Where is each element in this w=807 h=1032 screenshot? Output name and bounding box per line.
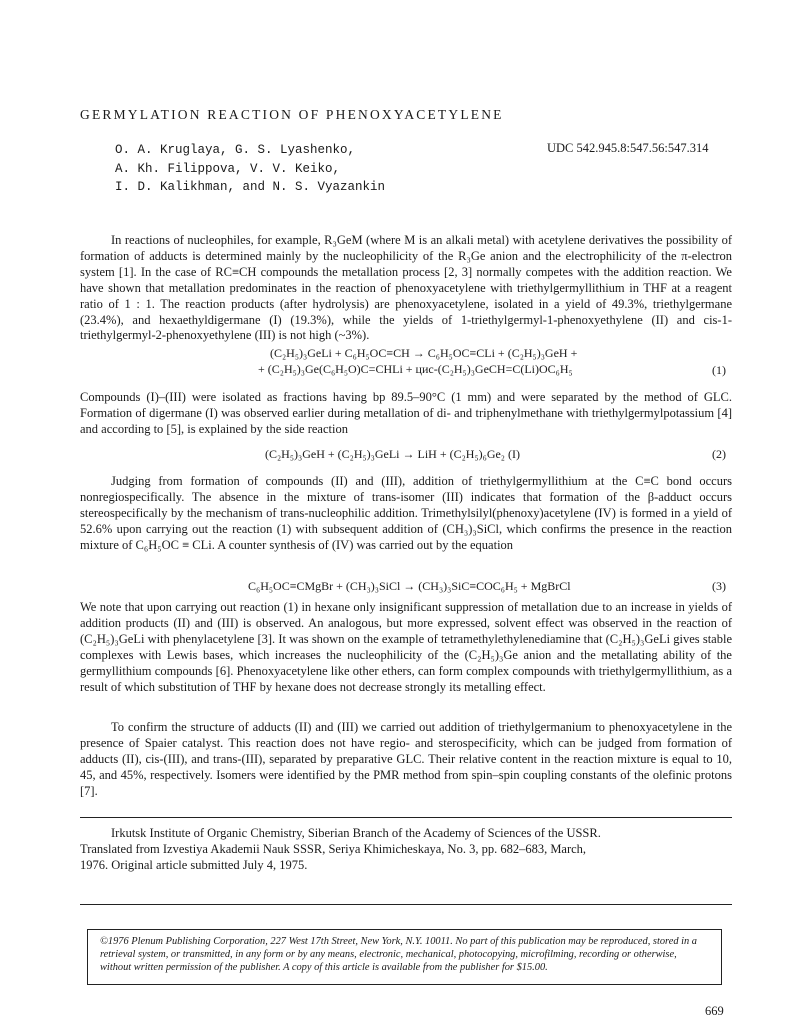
author-line: O. A. Kruglaya, G. S. Lyashenko, xyxy=(115,143,356,157)
equation-3-number: (3) xyxy=(712,579,726,593)
equation-1-line-2: + (C₂H₅)₃Ge(C₆H₅O)C=CHLi + цис-(C₂H₅)₃GeCH=C(Li)OC₆H₅ xyxy=(258,362,573,376)
udc-code: UDC 542.945.8:547.56:547.314 xyxy=(547,141,709,155)
equation-1-number: (1) xyxy=(712,363,726,377)
affiliation-line: Irkutsk Institute of Organic Chemistry, Siberian Branch of the Academy of Sciences of the USSR. xyxy=(111,826,601,840)
equation-2 xyxy=(80,447,732,463)
footnote-divider xyxy=(80,817,732,818)
paragraph-2 xyxy=(80,390,732,438)
page-number: 669 xyxy=(705,1004,724,1018)
equation-1-block xyxy=(80,346,732,380)
equation-3-text: C₆H₅OC≡CMgBr + (CH₃)₃SiCl → (CH₃)₃SiC≡COC₆H₅ + MgBrCl xyxy=(248,579,571,593)
paragraph-text: We note that upon carrying out reaction (1) in hexane only insignificant suppression of metallation due to an increase in yields of addition products (II) and (III) is observed. An analogous, but more expressed, solvent effect was observed in the reaction of (C₂H₅)₃GeLi with phenylacetylene [3]. It was shown on the example of tetramethylethylenediamine that (C₂H₅)₃GeLi gives stable complexes with Lewis bases, which increases the nucleophilicity of the (C₂H₅)₃Ge anion and the metallating ability of the germyllithium compounds [6]. Phenoxyacetylene like other ethers, can form complex compounds with triethylgermyllithium, as a result of which substitution of THF by hexane does not decrease strongly its metalling effect. xyxy=(80,600,732,694)
equation-2-number: (2) xyxy=(712,447,726,461)
paragraph-4 xyxy=(80,600,732,695)
copyright-text: ©1976 Plenum Publishing Corporation, 227 West 17th Street, New York, N.Y. 10011. No part of this publication may be reproduced, stored in a retrieval system, or transmitted, in any form or by any means, electronic, mechanical, photocopying, microfilming, recording or otherwise, without written permission of the publisher. A copy of this article is available from the publisher for $15.00. xyxy=(100,936,697,973)
article-title: GERMYLATION REACTION OF PHENOXYACETYLENE xyxy=(80,107,504,122)
copyright-box xyxy=(87,929,722,985)
equation-1 xyxy=(80,346,732,380)
equation-3 xyxy=(80,579,732,595)
equation-1-line-1: (C₂H₅)₃GeLi + C₆H₅OC≡CH → C₆H₅OC≡CLi + (C₂H₅)₃GeH + xyxy=(270,346,578,360)
affiliation-line: Translated from Izvestiya Akademii Nauk SSSR, Seriya Khimicheskaya, No. 3, pp. 682–683, March, xyxy=(80,841,587,856)
affiliation-line: 1976. Original article submitted July 4, 1975. xyxy=(80,857,308,872)
author-line: I. D. Kalikhman, and N. S. Vyazankin xyxy=(115,180,386,194)
equation-3-block xyxy=(80,579,732,595)
author-line: A. Kh. Filippova, V. V. Keiko, xyxy=(115,161,341,176)
copyright-divider xyxy=(80,904,732,905)
paragraph-text: Compounds (I)–(III) were isolated as fractions having bp 89.5–90°C (1 mm) and were separated by the method of GLC. Formation of digermane (I) was observed earlier during metallation of di- and triphenylmethane with triethylgermylpotassium [4] and according to [5], is explained by the side reaction xyxy=(80,390,732,436)
paragraph-text: Judging from formation of compounds (II) and (III), addition of triethylgermyllithium at the C≡C bond occurs nonregiospecifically. The absence in the mixture of trans-isomer (III) indicates that formation of the β-adduct occurs stereospecifically by the mechanism of trans-nucleophilic addition. Trimethylsilyl(phenoxy)acetylene (IV) is formed in a yield of 52.6% upon carrying out the reaction (1) with subsequent addition of (CH₃)₃SiCl, which confirms the presence in the reaction mixture of C₆H₅OC ≡ CLi. A counter synthesis of (IV) was carried out by the equation xyxy=(80,474,732,552)
paragraph-1 xyxy=(80,233,732,344)
equation-2-block xyxy=(80,447,732,463)
paragraph-text: In reactions of nucleophiles, for example, R₃GeM (where M is an alkali metal) with acetylene derivatives the possibility of formation of adducts is determined mainly by the nucleophilicity of the R₃Ge anion and the electrophilicity of the π-electron system [1]. In the case of RC≡CH compounds the metallation process [2, 3] normally competes with the addition reaction. We have shown that metallation predominates in the reaction of phenoxyacetylene with triethylgermyllithium in THF at a reagent ratio of 1 : 1. The reaction products (after hydrolysis) are phenoxyacetylene, isolated in a yield of 49.3%, triethylgermane (23.4%), and hexaethyldigermane (I) (19.3%), while the yields of 1-triethylgermyl-1-phenoxyethylene (II) and cis-1-triethylgermyl-2-phenoxyethylene (III) is not high (~3%). xyxy=(80,233,732,343)
paragraph-3 xyxy=(80,474,732,554)
author-list xyxy=(115,141,385,197)
affiliation-note xyxy=(80,826,732,874)
equation-2-text: (C₂H₅)₃GeH + (C₂H₅)₃GeLi → LiH + (C₂H₅)₆Ge₂ (I) xyxy=(265,447,520,461)
paragraph-text: To confirm the structure of adducts (II) and (III) we carried out addition of triethylgermanium to phenoxyacetylene in the presence of Spaier catalyst. This reaction does not have regio- and sterospecificity, which can be judged from formation of adducts (II), cis-(III), and trans-(III), separated by preparative GLC. Their relative content in the reaction mixture is equal to 10, 45, and 45%, respectively. Isomers were identified by the PMR method from spin–spin coupling constants of the olefinic protons [7]. xyxy=(80,720,732,798)
paragraph-5 xyxy=(80,720,732,800)
